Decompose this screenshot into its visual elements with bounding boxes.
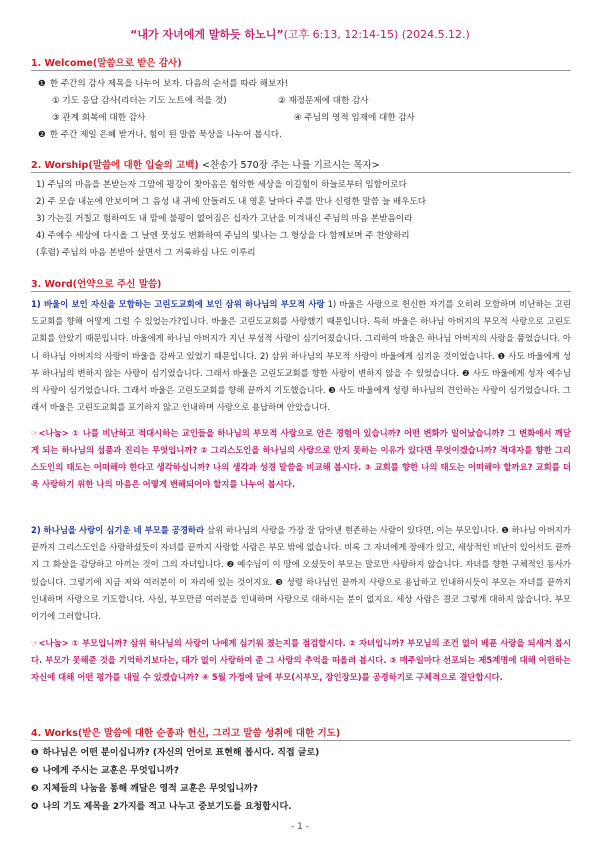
point-2-body: 삼위 하나님의 사랑을 가장 잘 담아낸 현존하는 사람이 있다면, 이는 부모입니다. ❶ 하나님 아버지가 끝까지 그리스도인을 사랑하셨듯이 자녀를 끝까지 사랑할 사람은 부모 밖에 없습니다. 비록 그 자녀에게 장애가 있고, 세상적인 비난이 있어서도 끝까지 그 화살을 감당하고 아끼는 것이 그의 자녀입니다. ❷ 예수님이 이 땅에 오셨듯이 부모는 말로만 사랑하지 않습니다. 자녀를 향한 구체적인 동사가 있습니다. 그렇기에 지금 저와 여러분이 이 자리에 있는 것이지요. ❸ 성령 하나님인 끝까지 사랑으로 용납하고 인내하시듯이 부모는 자녀를 끝까지 인내하며 사랑으로 기도합니다. 사실, 부모만큼 여러분을 인내하며 사랑으로 대하시는 분이 없지요. 세상 사람은 결코 그렇게 대하지 않습니다. 부모이기에 그러합니다. [31, 525, 571, 622]
works-item: ❶ 하나님은 어떤 분이십니까? (자신의 언어로 표현해 봅시다. 직접 글로) [31, 748, 320, 758]
divider [31, 172, 571, 173]
hymn-title: <찬송가 570장 주는 나를 기르시는 목자> [202, 160, 380, 171]
point-2-title: 2) 하나님을 사랑이 심기운 네 부모를 공경하라 [31, 525, 205, 535]
sermon-title: “내가 자녀에게 말하듯 하노니” [130, 28, 284, 41]
welcome-item: ① 기도 응답 감사(리더는 기도 노트에 적을 것) [52, 96, 227, 106]
welcome-second: ❷ 한 주간 제일 은혜 받거나, 힘이 된 말씀 묵상을 나누어 봅시다. [38, 130, 282, 140]
hymn-verse: 4) 주예수 세상에 다시올 그 날엔 뭇성도 변화하여 주님의 빛나는 그 형상을 다 함께보며 주 찬양하리 [36, 231, 410, 241]
page-title [0, 26, 600, 42]
divider [31, 70, 571, 71]
word-point-2 [31, 522, 571, 625]
works-item: ❹ 나의 기도 제목을 2가지를 적고 나누고 중보기도를 요청합시다. [31, 802, 292, 812]
divider [31, 740, 571, 741]
welcome-heading: 1. Welcome(말씀으로 받은 감사) [31, 58, 182, 69]
hymn-verse: 3) 가는길 거칠고 험하여도 내 맘에 불평이 없어짐은 십자가 고난을 이겨내신 주님의 마음 본받음이라 [36, 214, 413, 224]
hymn-verse: 2) 주 모습 내눈에 안보이며 그 음성 내 귀에 안들려도 내 영혼 날마다 주를 만나 신령한 말씀 늘 배우도다 [36, 197, 427, 207]
page-number: - 1 - [291, 822, 309, 832]
welcome-item: ④ 주님의 영적 임재에 대한 감사 [294, 113, 415, 123]
word-heading: 3. Word(언약으로 주신 말씀) [31, 279, 162, 290]
sharing-questions-2: ☞<나눔> ① 부모입니까? 삼위 하나님의 사랑이 나에게 심기워 졌는지를 점검합시다. ② 자녀입니까? 부모님의 조건 없이 베푼 사랑을 되새겨 봅시다. 부모가 못해준 것을 기억하기보다는, 대가 없이 사랑하여 준 그 사랑의 추억을 떠올려 봅시다. ③ 매주일마다 선포되는 제5계명에 대해 어떤하는 자신에 대해 어떤 평가를 내릴 수 있겠습니까? ④ 5월 가정에 달에 부모(시부모, 장인장모)를 공경하기로 구체적으로 결단합시다. [31, 638, 571, 682]
hymn-verse: 1) 주님의 마음을 본받는자 그맘에 평강이 찾아옴은 험악한 세상을 이길힘이 하늘로부터 임함이로다 [36, 180, 407, 190]
point-1-title: 1) 바울이 보인 자신을 모함하는 고린도교회에 보인 삼위 하나님의 부모적 사랑 [31, 299, 325, 309]
hymn-refrain: (후렴) 주님의 마음 본받아 살면서 그 거룩하심 나도 이루리 [36, 248, 256, 258]
works-item: ❷ 나에게 주시는 교훈은 무엇입니까? [31, 766, 179, 776]
worship-heading: 2. Worship(말씀에 대한 입술의 고백) <찬송가 570장 주는 나를 기르시는 목자> [31, 160, 380, 171]
divider [31, 291, 571, 292]
welcome-item: ③ 관계 회복에 대한 감사 [52, 113, 146, 123]
word-point-1 [31, 296, 571, 416]
point-1-body: 1) 바울은 사랑으로 헌신한 자기를 오히려 모함하며 비난하는 고린도교회를 향해 어떻게 그럴 수 있었는가?입니다. 바울은 고린도교회를 사랑했기 때문입니다. 특히 바울은 하나님 아버지의 부모적 사랑으로 고린도 교회를 안았기 때문입니다. 바울에게 하나님 아버지가 지닌 부성적 사랑이 심기어졌습니다. 그리하여 바울은 하나님 아버지의 사랑을 품었습니다. 아니 하나님 아버지의 사랑이 바울을 감싸고 있었기 때문입니다. 2) 삼위 하나님의 부모적 사랑이 바울에게 심기운 것이었습니다. ❶ 사도 바울에게 성부 하나님의 변하지 않는 사랑이 심기었습니다. 그래서 바울은 고린도교회를 향한 사랑이 변하지 않을 수 있었습니다. ❷ 사도 바울에게 성자 예수님의 사랑이 심기었습니다. 그래서 바울은 고린도교회를 향해 끝까지 기도했습니다. ❸ 사도 바울에게 성령 하나님의 견인하는 사랑이 심기었습니다. 그래서 바울은 고린도교회를 포기하지 않고 인내하며 사랑으로 용납하며 안았습니다. [31, 299, 571, 413]
welcome-item: ② 재정문제에 대한 감사 [278, 96, 369, 106]
welcome-intro: ❶ 한 주간의 감사 제목을 나누어 보자. 다음의 순서를 따라 해보자! [38, 79, 289, 89]
sermon-reference: (고후 6:13, 12:14-15) (2024.5.12.) [283, 28, 470, 41]
works-heading: 4. Works(받은 말씀에 대한 순종과 헌신, 그리고 말씀 성취에 대한 기도) [31, 728, 341, 739]
sharing-questions-1: ☞<나눔> ① 나를 비난하고 적대시하는 교인들을 하나님의 부모적 사랑으로 안은 경험이 있습니까? 어떤 변화가 일어났습니까? 그 변화에서 깨닫게 되는 하나님의 섭품과 진리는 무엇입니까? ② 그리스도인을 하나님의 사랑으로 안지 못하는 이유가 있다면 무엇이겠습니까? 적대자를 향한 그리스도인의 태도는 어떠해야 한다고 생각하십니까? 나의 생각과 성경 말씀을 비교해 봅시다. ③ 교회를 향한 나의 태도는 어떠해야 할까요? 교회를 더욱 사랑하기 위한 나의 마음은 어떻게 변해되어야 할지를 나누어 봅시다. [31, 428, 571, 489]
works-item: ❸ 지체들의 나눔을 통해 깨달은 영적 교훈은 무엇입니까? [31, 784, 258, 794]
